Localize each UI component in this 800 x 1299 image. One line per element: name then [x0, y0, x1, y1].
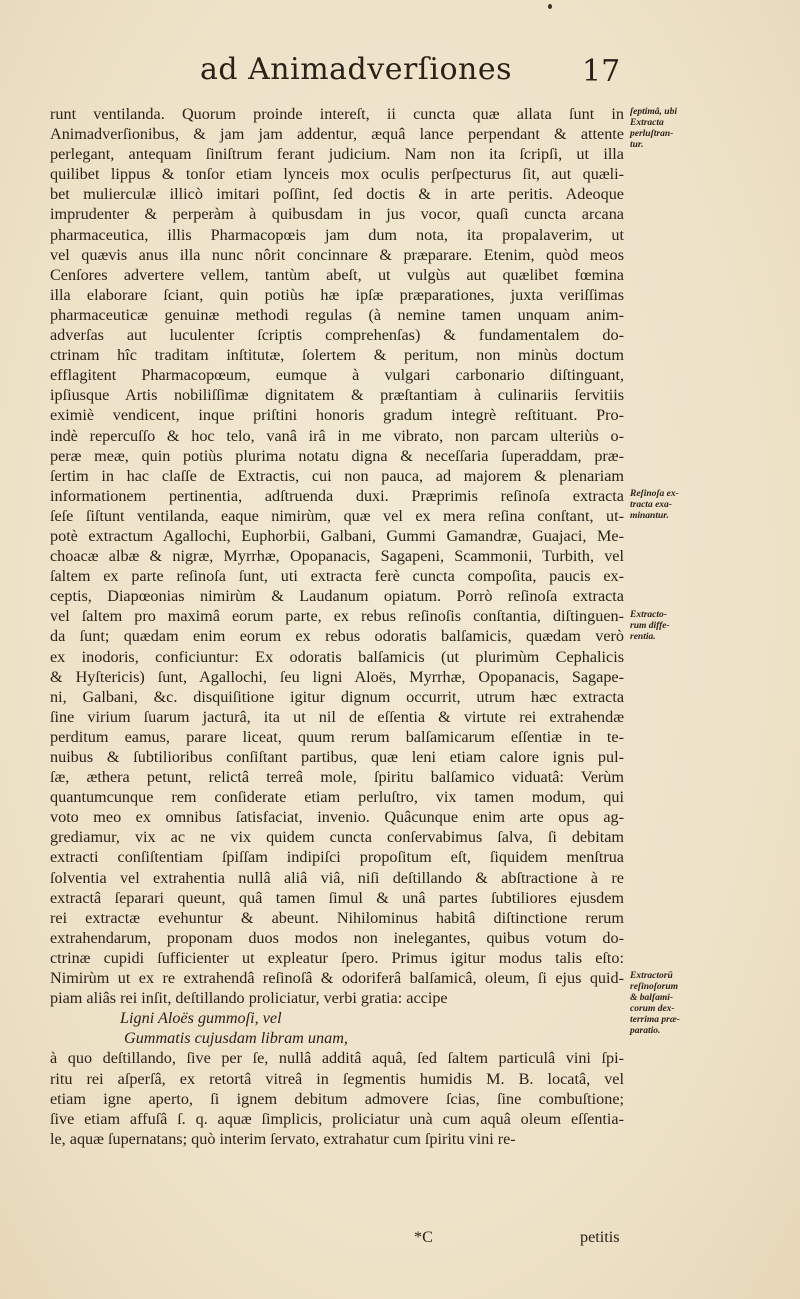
text-line: à quo deſtillando, ſive per ſe, nullâ additâ aquâ, ſed ſaltem particulâ vini ſpi-	[50, 1049, 624, 1068]
text-line: ctrinæ cupidi ſufficienter ut expleatur ſpero. Primus igitur modus talis eſto:	[50, 948, 624, 967]
text-line: ſine virium ſuarum jacturâ, ita ut nil de eſſentia & virtute rei extrahendæ	[50, 707, 624, 726]
text-line: Nimirùm ut ex re extrahendâ reſinoſâ & odoriferâ balſamicâ, oleum, ſi ejus quid-	[50, 969, 624, 988]
margin-note-line: paratio.	[630, 1026, 661, 1037]
ink-speck	[548, 4, 552, 9]
text-line: efflagitent Pharmacopœum, eumque à vulgari carbonario diſtinguant,	[50, 366, 624, 385]
margin-note-line: & balſami-	[630, 993, 674, 1004]
text-line: etiam igne aperto, ſi ignem debitum admovere ſcias, ſine combuſtione;	[50, 1089, 624, 1108]
text-line: ipſiusque Artis nobiliſſimæ dignitatem & præſtantiam à culinariis ſervitiis	[50, 386, 624, 405]
margin-note-line: Extractorū	[630, 971, 673, 982]
margin-note-line: reſinoſorum	[630, 982, 679, 993]
signature-mark: *C	[414, 1228, 433, 1246]
running-title: ad Animadverſiones	[200, 52, 513, 87]
margin-note	[630, 489, 710, 522]
text-line: peræ meæ, quin potiùs plurima notatu digna & neceſſaria ſuperaddam, præ-	[50, 446, 624, 465]
margin-note-line: ſeptimâ, ubi	[630, 107, 677, 117]
margin-note-line: corum dex-	[630, 1004, 675, 1015]
text-line: perlegant, antequam ſiniſtrum ferant judicium. Nam non ita ſcripſi, ut illa	[50, 145, 624, 164]
text-line: ſaltem ex parte reſinoſa ſunt, uti extracta ferè cuncta compoſita, paucis ex-	[50, 567, 624, 586]
margin-note-line: rentia.	[630, 631, 656, 642]
text-line: ſive etiam affuſâ ſ. q. aquæ ſimplicis, proliciatur unà cum aquâ oleum eſſentia-	[50, 1109, 624, 1128]
margin-note-line: Reſinoſa ex-	[630, 488, 679, 499]
text-line: informationem pertinentia, adſtruenda duxi. Præprimis reſinoſa extracta	[50, 486, 624, 505]
text-line: quilibet lippus & tonſor etiam lynceis mox oculis perſpecturus ſit, aut quæli-	[50, 165, 624, 184]
text-line: ſertim in hac claſſe de Extractis, cui non pauca, ad majorem & plenariam	[50, 466, 624, 485]
text-line: ceptis, Diapœonias nimirùm & Laudanum opiatum. Porrò reſinoſa extracta	[50, 587, 624, 606]
text-line: quantumcunque rem conſiderate etiam perluſtro, vix tamen modum, qui	[50, 788, 624, 807]
text-line: illa elaborare ſciant, quin potiùs hæ ipſæ præparationes, juxta veriſſimas	[50, 285, 624, 304]
text-line: extrahendarum, proponam duos modos non inelegantes, quibus votum do-	[50, 928, 624, 947]
margin-note-line: perluſtran-	[630, 129, 674, 139]
text-line: vel ſaltem pro maximâ eorum parte, ex rebus reſinoſis conſtantia, diſtinguen-	[50, 607, 624, 626]
text-line: grediamur, vix ac ne vix quidem cuncta conſervabimus ſalva, ſi debitam	[50, 828, 624, 847]
text-line: rei extractæ evehuntur & abeunt. Nihilominus habitâ diſtinctione rerum	[50, 908, 624, 927]
text-line: ni, Galbani, &c. disquiſitione igitur dignum occurrit, utrum hæc extracta	[50, 687, 624, 706]
text-line: pharmaceutica, illis Pharmacopœis jam dum nota, ita propalaverim, ut	[50, 225, 624, 244]
text-line: ex inodoris, conficiuntur: Ex odoratis balſamicis (ut plurimùm Cephalicis	[50, 647, 624, 666]
margin-note-line: tur.	[630, 140, 644, 150]
text-line: adverſas aut luculenter ſcriptis comprehenſas) & fundamentalem do-	[50, 326, 624, 345]
text-line: ſeſe ſiſtunt ventilanda, eaque nimirùm, quæ vel ex mera reſina conſtant, ut-	[50, 506, 624, 525]
margin-note-line: Extracta	[630, 118, 664, 128]
text-line: vel quævis anus illa nunc nôrit concinnare & præparare. Etenim, quòd meos	[50, 245, 624, 264]
text-line: ctrinam hîc traditam inſtitutæ, ſolertem & peritum, non minùs doctum	[50, 346, 624, 365]
text-line: Gummatis cujusdam libram unam,	[124, 1029, 348, 1048]
text-line: potè extractum Agallochi, Euphorbii, Galbani, Gummi Gamandræ, Guajaci, Me-	[50, 526, 624, 545]
text-line: ritu rei aſperſâ, ex retortâ vitreâ in ſegmentis humidis M. B. locatâ, vel	[50, 1069, 624, 1088]
text-line: nuibus & ſubtilioribus conſiſtant partibus, quæ leni etiam calore ignis pul-	[50, 748, 624, 766]
catchword: petitis	[580, 1228, 620, 1246]
text-line: pharmaceuticæ genuinæ methodi regulas (à nemine tamen unquam anim-	[50, 305, 624, 324]
margin-note	[630, 610, 710, 643]
text-line: eximiè vendicent, inque priſtini honoris gradum integrè reſtituant. Pro-	[50, 406, 624, 425]
text-line: runt ventilanda. Quorum proinde intereſt, ii cuncta quæ allata ſunt in	[50, 105, 624, 123]
text-line: extractâ ſeparari queunt, quâ tamen ſimul & unâ partes ſubtiliores ejusdem	[50, 888, 624, 907]
margin-note-line: tracta exa-	[630, 499, 672, 510]
margin-note-line: terrima præ-	[630, 1015, 680, 1026]
text-line: ſolventia vel extrahentia nullâ aliâ viâ, niſi deſtillando & abſtractione à re	[50, 868, 624, 887]
main-text-block	[50, 104, 624, 1149]
text-line: voto meo ex omnibus ſatisfaciat, invenio. Quâcunque enim arte opus ag-	[50, 808, 624, 827]
margin-note-line: rum diffe-	[630, 620, 670, 631]
text-line: imprudenter & perperàm à quibusdam in jus vocor, quaſi cuncta arcana	[50, 205, 624, 224]
text-line: ſæ, æthera petunt, relictâ terreâ mole, ſpiritu balſamico viduatâ: Verùm	[50, 768, 624, 787]
text-line: piam aliâs rei inſit, deſtillando proliciatur, verbi gratia: accipe	[50, 989, 448, 1008]
text-line: & Hyſtericis) ſunt, Agallochi, ſeu ligni Aloës, Myrrhæ, Opopanacis, Sagape-	[50, 667, 624, 686]
text-line: Cenſores advertere vellem, tantùm abeſt, ut vulgùs aut quælibet fœmina	[50, 265, 624, 284]
text-line: Ligni Aloës gummoſi, vel	[120, 1009, 282, 1028]
text-line: da ſunt; quædam enim eorum ex rebus odoratis balſamicis, quædam verò	[50, 627, 624, 646]
page-number: 17	[582, 54, 621, 89]
page-footer	[50, 1228, 624, 1248]
text-line: perditum eamus, parare liceat, quum rerum balſamicarum eſſentiæ in te-	[50, 727, 624, 746]
text-line: Animadverſionibus, & jam jam addentur, æquâ lance perpendant & attente	[50, 125, 624, 144]
margin-note-line: minantur.	[630, 510, 669, 521]
margin-note	[630, 971, 710, 1037]
page-header	[0, 52, 800, 102]
margin-note	[630, 107, 710, 151]
text-line: indè repercuſſo & hoc telo, vanâ irâ in me vibrato, non parcam ulteriùs o-	[50, 426, 624, 445]
text-line: extracti conſiſtentiam ſpiſſam indipiſci propoſitum eſt, ſiquidem menſtrua	[50, 848, 624, 867]
text-line: bet mulierculæ illicò imitari poſſint, ſed doctis & in arte peritis. Adeoque	[50, 185, 624, 204]
text-line: le, aquæ ſupernatans; quò interim ſervato, extrahatur cum ſpiritu vini re-	[50, 1129, 516, 1148]
text-line: choacæ albæ & nigræ, Myrrhæ, Opopanacis, Sagapeni, Scammonii, Turbith, vel	[50, 547, 624, 566]
margin-note-line: Extracto-	[630, 609, 667, 620]
